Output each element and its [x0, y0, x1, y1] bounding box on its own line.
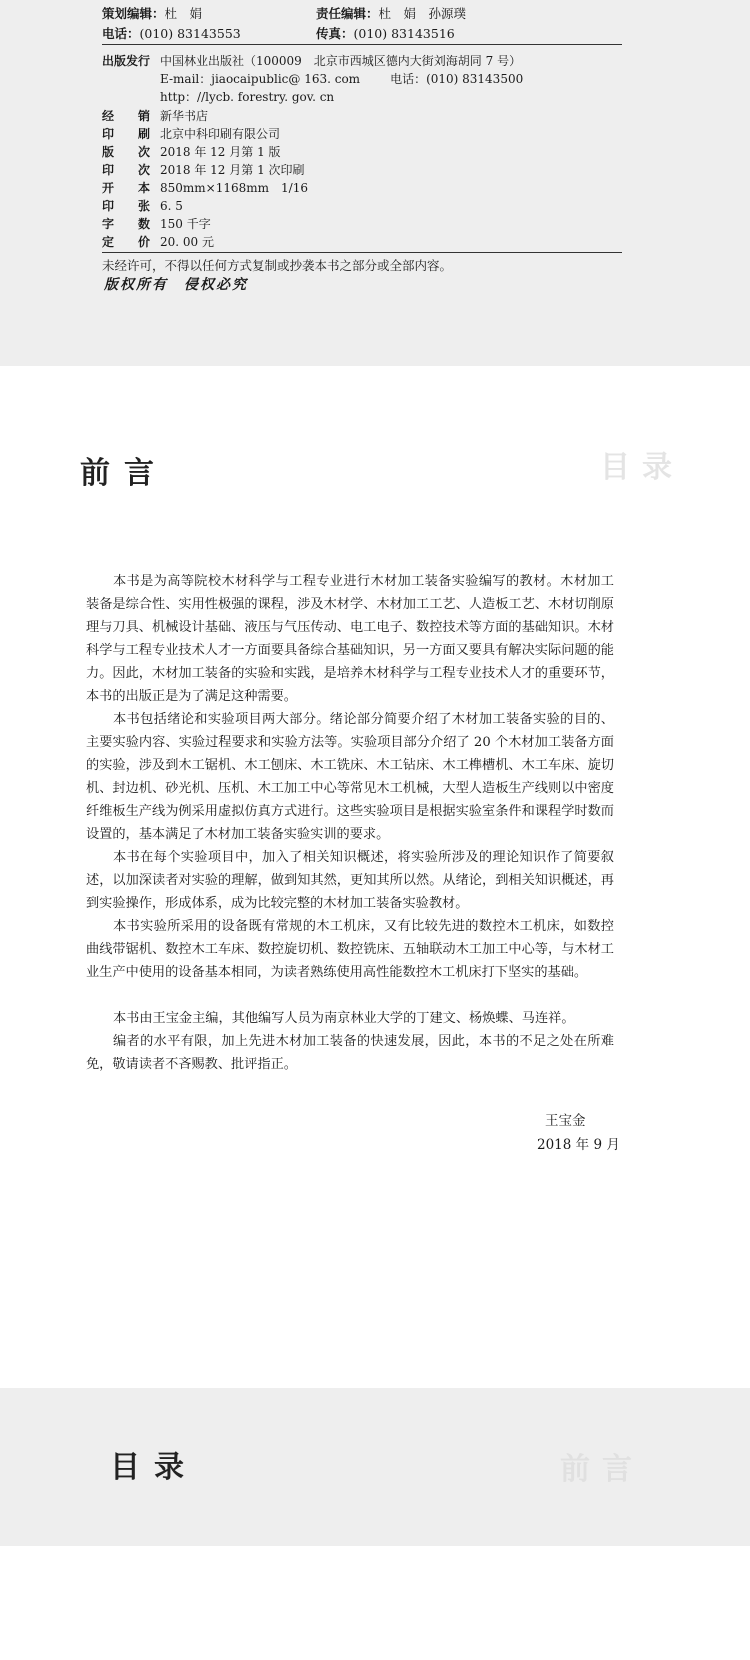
preface-author: 王宝金	[545, 1113, 586, 1129]
bottom-divider	[102, 252, 622, 253]
preface-paragraph: 本书包括绪论和实验项目两大部分。绪论部分简要介绍了木材加工装备实验的目的、主要实验内容、实验过程要求和实验方法等。实验项目部分介绍了 20 个木材加工装备方面的实验，涉及到木工锯机、木工刨床、木工铣床、木工钻床、木工榫槽机、木工车床、旋切机、封边机、砂光机、压机、木工加工中心等常见木工机械，大型人造板生产线则以中密度纤维板生产线为例采用虚拟仿真方式进行。这些实验项目是根据实验室条件和课程学时数而设置的，基本满足了木材加工装备实验实训的要求。	[86, 712, 614, 842]
print-info-row: 印 刷 北京中科印刷有限公司	[102, 127, 281, 141]
copyright-page	[0, 0, 750, 366]
print-info-row: 定 价 20. 00 元	[102, 235, 214, 249]
rights-statement: 版权所有 侵权必究	[104, 277, 248, 293]
preface-paragraph: 本书实验所采用的设备既有常规的木工机床，又有比较先进的数控木工机床，如数控曲线带锯机、数控木工车床、数控旋切机、数控铣床、五轴联动木工加工中心等，与木材工业生产中使用的设备基本相同，为读者熟练使用高性能数控木工机床打下坚实的基础。	[86, 919, 614, 980]
top-divider	[102, 44, 622, 45]
fax: 传真：(010) 83143516	[316, 26, 455, 41]
print-info-row: 版 次 2018 年 12 月第 1 版	[102, 145, 281, 159]
print-info-row: 印 次 2018 年 12 月第 1 次印刷	[102, 163, 305, 177]
print-info-row: 字 数 150 千字	[102, 217, 211, 231]
preface-paragraph: 本书是为高等院校木材科学与工程专业进行木材加工装备实验编写的教材。木材加工装备是综合性、实用性极强的课程，涉及木材学、木材加工工艺、人造板工艺、木材切削原理与刀具、机械设计基础、液压与气压传动、电工电子、数控技术等方面的基础知识。木材科学与工程专业技术人才一方面要具备综合基础知识，另一方面又要具有解决实际问题的能力。因此，木材加工装备的实验和实践，是培养木材科学与工程专业技术人才的重要环节，本书的出版正是为了满足这种需要。	[86, 574, 614, 704]
preface-paragraph: 本书由王宝金主编，其他编写人员为南京林业大学的丁建文、杨焕蝶、马连祥。	[113, 1011, 575, 1026]
publisher-row: 出版发行 中国林业出版社（100009 北京市西城区德内大街刘海胡同 7 号）	[102, 54, 522, 68]
toc-page	[0, 1388, 750, 1546]
planning-editor: 策划编辑：杜 娟	[102, 6, 203, 21]
toc-title: 目录	[110, 1450, 198, 1485]
print-info-row: 开 本 850mm×1168mm 1/16	[102, 181, 308, 195]
preface-paragraph: 编者的水平有限，加上先进木材加工装备的快速发展，因此，本书的不足之处在所难免，敬请读者不吝赐教、批评指正。	[86, 1034, 614, 1072]
phone: 电话：(010) 83143553	[102, 26, 241, 41]
bleed-through-text: 前言	[560, 1452, 644, 1487]
preface-paragraph: 本书在每个实验项目中，加入了相关知识概述，将实验所涉及的理论知识作了简要叙述，以加深读者对实验的理解，做到知其然，更知其所以然。从绪论，到相关知识概述，再到实验操作，形成体系，成为比较完整的木材加工装备实验教材。	[86, 850, 614, 911]
bleed-through-text: 目录	[600, 450, 684, 485]
responsible-editor: 责任编辑：杜 娟 孙源璞	[316, 6, 467, 21]
preface-title: 前言	[80, 456, 168, 491]
copy-notice: 未经许可，不得以任何方式复制或抄袭本书之部分或全部内容。	[102, 258, 453, 273]
preface-date: 2018 年 9 月	[537, 1137, 620, 1153]
print-info-row: 印 张 6. 5	[102, 199, 183, 213]
publisher-website: http：//lycb. forestry. gov. cn	[160, 90, 335, 104]
print-info-row: 经 销 新华书店	[102, 109, 209, 123]
publisher-contact: E-mail：jiaocaipublic@ 163. com 电话：(010) 83143500	[160, 72, 524, 86]
